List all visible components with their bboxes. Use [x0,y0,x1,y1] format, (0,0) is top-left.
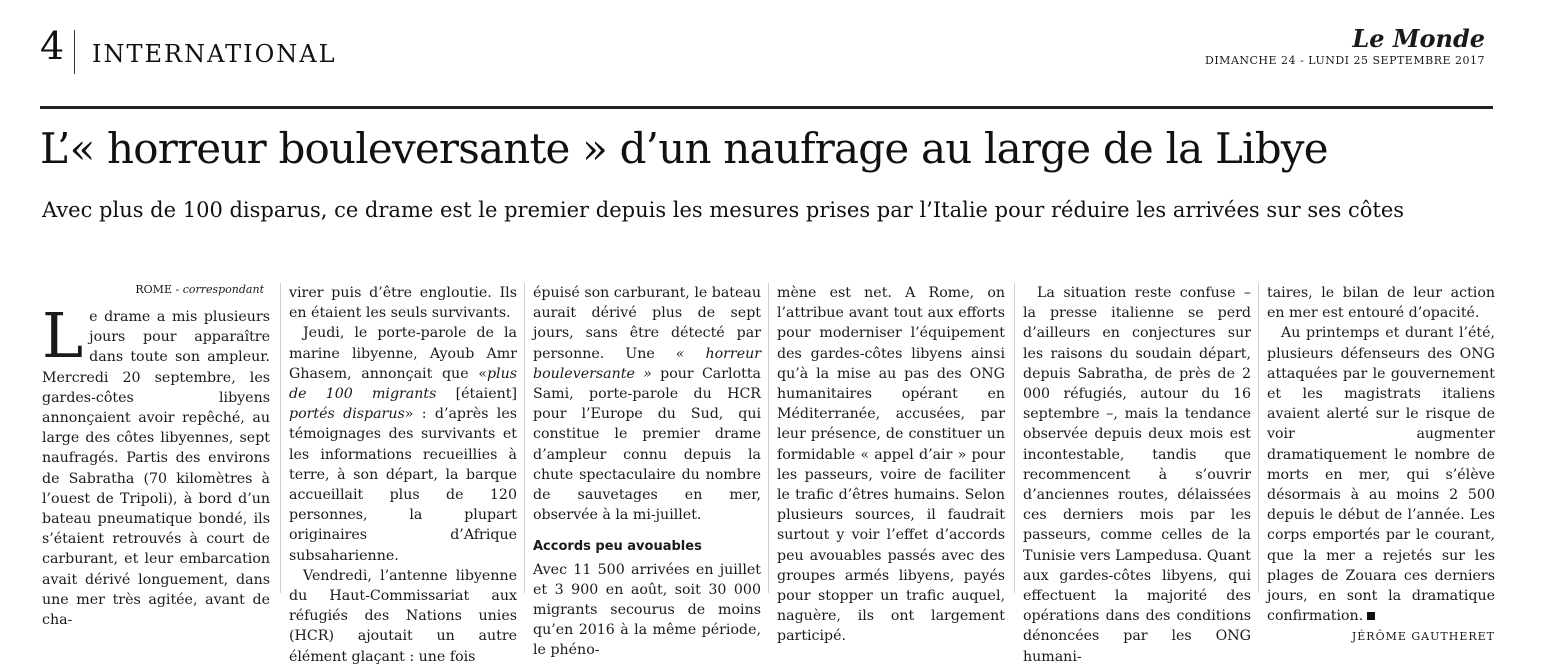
paragraph [42,299,270,630]
article-subtitle: Accords peu avouables [533,539,702,555]
article-column-6 [1267,283,1495,644]
dateline-role: correspondant [182,283,264,296]
column-divider [768,283,769,593]
end-of-article-icon [1367,612,1375,620]
article-headline: L’« horreur bouleversante » d’un naufrage au large de la Libye [40,124,1328,173]
quote-text: portés disparus [289,406,405,423]
paragraph: Vendredi, l’antenne libyenne du Haut-Commissariat aux réfugiés des Nations unies (HCR) ajoutait un autre élément glaçant : une fois [289,567,517,665]
paragraph: Avec 11 500 arrivées en juillet et 3 900 en août, soit 30 000 migrants secourus de moins qu’en 2016 à la même période, le phéno- [533,561,761,659]
article-subhead: Avec plus de 100 disparus, ce drame est le premier depuis les mesures prises par l’Italie pour réduire les arrivées sur ses côtes [42,198,1405,222]
paragraph: virer puis d’être engloutie. Ils en étaient les seuls survivants. [289,285,517,322]
drop-cap: L [42,299,84,372]
paragraph-text: » : d’après les témoignages des survivants et les informations recueillies à terre, à son départ, la barque accueillait plus de 120 personnes, la plupart originaires d’Afrique subsaharienne. [289,406,518,564]
byline: JÉRÔME GAUTHERET [1351,630,1495,644]
paragraph: mène est net. A Rome, on l’attribue avant tout aux efforts pour moderniser l’équipement des gardes-côtes libyens ainsi qu’à la mise au pas des ONG humanitaires opérant en Méditerranée, accusées, par leur présence, de constituer un formidable « appel d’air » pour les passeurs, voire de faciliter le trafic d’êtres humains. Selon plusieurs sources, il faudrait surtout y voir l’effet d’accords peu avouables passés avec des groupes armés libyens, payés pour stopper un trafic auquel, naguère, ils ont largement participé. [777,285,1005,645]
article-column-4 [777,283,1005,645]
page-number: 4 [40,24,65,68]
article-column-3 [533,283,762,659]
newspaper-logo: Le Monde [1352,24,1485,53]
paragraph [1267,323,1495,626]
paragraph-text: pour Carlotta Sami, porte-parole du HCR pour l’Europe du Sud, qui constitue le premier drame d’ampleur connu depuis la chute spectaculaire du nombre de sauvetages en mer, observée à la mi-juillet. [533,365,761,524]
column-divider [524,283,525,593]
paragraph: La situation reste confuse – la presse italienne se perd d’ailleurs en conjectures sur les raisons du soudain départ, depuis Sabratha, de près de 2 000 réfugiés, autour du 16 septembre –, mais la tendance observée depuis deux mois est incontestable, tandis que recommencent à s’ouvrir d’anciennes routes, délaissées ces derniers mois par les passeurs, comme celles de la Tunisie vers Lampedusa. Quant aux gardes-côtes libyens, qui effectuent la majorité des opérations dans des conditions dénoncées par les ONG humani- [1023,285,1251,665]
page-header [40,22,1493,108]
paragraph [533,283,761,525]
article-column-1 [42,283,270,629]
header-rule [40,106,1493,109]
quote-text: « horreur bouleversante » [533,345,762,382]
article-column-2 [289,283,518,665]
column-divider [1014,283,1015,593]
dateline-city: ROME - [135,283,183,296]
quote-text: plus de 100 migrants [289,365,517,403]
paragraph-text: [étaient] [436,386,517,403]
issue-date: DIMANCHE 24 - LUNDI 25 SEPTEMBRE 2017 [1205,54,1485,67]
header-divider [74,30,75,74]
article-column-5 [1023,283,1251,665]
section-title: INTERNATIONAL [92,40,337,68]
paragraph-text: Jeudi, le porte-parole de la marine libyenne, Ayoub Amr Ghasem, annonçait que « [289,325,517,382]
paragraph-text: épuisé son carburant, le bateau aurait dérivé plus de sept jours, sans être détecté par personne. Une [533,285,761,362]
paragraph [289,323,517,565]
column-divider [1258,283,1259,593]
dateline [42,283,270,297]
paragraph: taires, le bilan de leur action en mer est entouré d’opacité. [1267,285,1495,322]
paragraph-text: e drame a mis plusieurs jours pour apparaître dans toute son ampleur. Mercredi 20 septembre, les gardes-côtes libyens annonçaient avoir repêché, au large des côtes libyennes, sept naufragés. Partis des environs de Sabratha (70 kilomètres à l’ouest de Tripoli), à bord d’un bateau pneumatique bondé, ils s’étaient retrouvés à court de carburant, et leur embarcation avait dérivé longuement, dans une mer très agitée, avant de cha- [42,309,270,629]
column-divider [280,283,281,593]
paragraph-text: Au printemps et durant l’été, plusieurs défenseurs des ONG attaquées par le gouvernement et les magistrats italiens avaient alerté sur le risque de voir augmenter dramatiquement le nombre de morts en mer, qui s’élève désormais à au moins 2 500 depuis le début de l’année. Les corps emportés par le courant, que la mer a rejetés sur les plages de Zouara ces derniers jours, en sont la dramatique confirmation. [1267,325,1495,625]
